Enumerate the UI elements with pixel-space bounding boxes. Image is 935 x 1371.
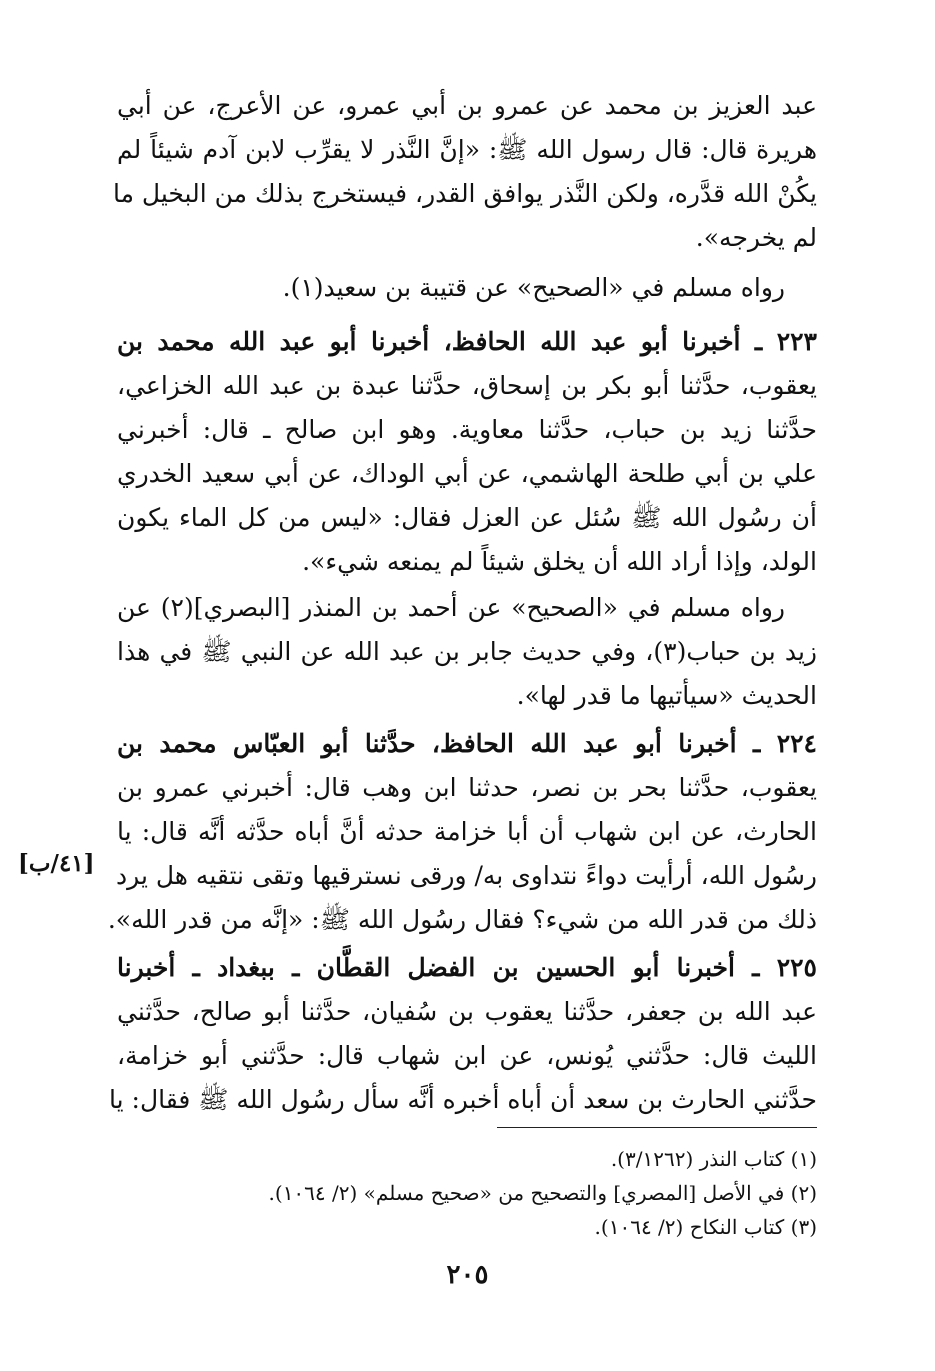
text-line: الليث قال: حدَّثني يُونس، عن ابن شهاب قال: حدَّثني أبو خزامة، bbox=[117, 1041, 817, 1070]
hadith-224-heading-line: ٢٢٤ ـ أخبرنا أبو عبد الله الحافظ، حدَّثنا أبو العبّاس محمد بن bbox=[117, 729, 817, 758]
text-line: رواه مسلم في «الصحيح» عن أحمد بن المنذر [البصري](٢) عن bbox=[117, 593, 785, 622]
text-line: علي بن أبي طلحة الهاشمي، عن أبي الوداك، عن أبي سعيد الخدري bbox=[117, 459, 817, 488]
footnote-2: (٢) في الأصل [المصري] والتصحيح من «صحيح مسلم» (٢/ ١٠٦٤). bbox=[268, 1181, 817, 1205]
text-line: الحديث «سيأتيها ما قدر لها». bbox=[516, 681, 817, 710]
text-line: عبد الله بن جعفر، حدَّثنا يعقوب بن سُفيان، حدَّثنا أبو صالح، حدَّثني bbox=[117, 997, 817, 1026]
text-line: زيد بن حباب(٣)، وفي حديث جابر بن عبد الله عن النبي ﷺ في هذا bbox=[117, 637, 817, 666]
page-number: ٢٠٥ bbox=[446, 1260, 489, 1290]
text-line: يعقوب، حدَّثنا أبو بكر بن إسحاق، حدَّثنا عبدة بن عبد الله الخزاعي، bbox=[117, 371, 817, 400]
footnote-separator bbox=[497, 1127, 817, 1128]
hadith-223-heading-line: ٢٢٣ ـ أخبرنا أبو عبد الله الحافظ، أخبرنا أبو عبد الله محمد بن bbox=[117, 327, 817, 356]
text-line: الولد، وإذا أراد الله أن يخلق شيئاً لم يمنعه شيء». bbox=[302, 547, 817, 576]
text-line: حدَّثنا زيد بن حباب، حدَّثنا معاوية. وهو ابن صالح ـ قال: أخبرني bbox=[117, 415, 817, 444]
manuscript-folio-marker: [٤١/ب] bbox=[18, 850, 95, 877]
text-line: يكُنْ الله قدَّره، ولكن النَّذر يوافق القدر، فيستخرج بذلك من البخيل ما bbox=[112, 179, 817, 208]
text-line: رسُول الله، أرأيت دواءً نتداوى به/ ورقى نسترقيها وتقى نتقيه هل يرد bbox=[116, 861, 817, 890]
text-line: يعقوب، حدَّثنا بحر بن نصر، حدثنا ابن وهب قال: أخبرني عمرو بن bbox=[117, 773, 817, 802]
text-line: أن رسُول الله ﷺ سُئل عن العزل فقال: «ليس من كل الماء يكون bbox=[117, 503, 817, 532]
text-line: عبد العزيز بن محمد عن عمرو بن أبي عمرو، عن الأعرج، عن أبي bbox=[117, 91, 817, 120]
text-line: الحارث، عن ابن شهاب أن أبا خزامة حدثه أنَّ أباه حدَّثه أنَّه قال: يا bbox=[117, 817, 817, 846]
footnote-1: (١) كتاب النذر (٣/١٢٦٢). bbox=[610, 1147, 817, 1171]
text-line: حدَّثني الحارث بن سعد أن أباه أخبره أنَّه سأل رسُول الله ﷺ فقال: يا bbox=[109, 1085, 817, 1114]
text-line: لم يخرجه». bbox=[695, 223, 817, 252]
text-line: هريرة قال: قال رسول الله ﷺ: «إنَّ النَّذر لا يقرِّب لابن آدم شيئاً لم bbox=[117, 135, 817, 164]
hadith-225-heading-line: ٢٢٥ ـ أخبرنا أبو الحسين بن الفضل القطَّان ـ ببغداد ـ أخبرنا bbox=[117, 953, 817, 982]
text-line: رواه مسلم في «الصحيح» عن قتيبة بن سعيد(١). bbox=[282, 273, 785, 302]
footnote-3: (٣) كتاب النكاح (٢/ ١٠٦٤). bbox=[594, 1215, 817, 1239]
text-line: ذلك من قدر الله من شيء؟ فقال رسُول الله ﷺ: «إنَّه من قدر الله». bbox=[107, 905, 817, 934]
